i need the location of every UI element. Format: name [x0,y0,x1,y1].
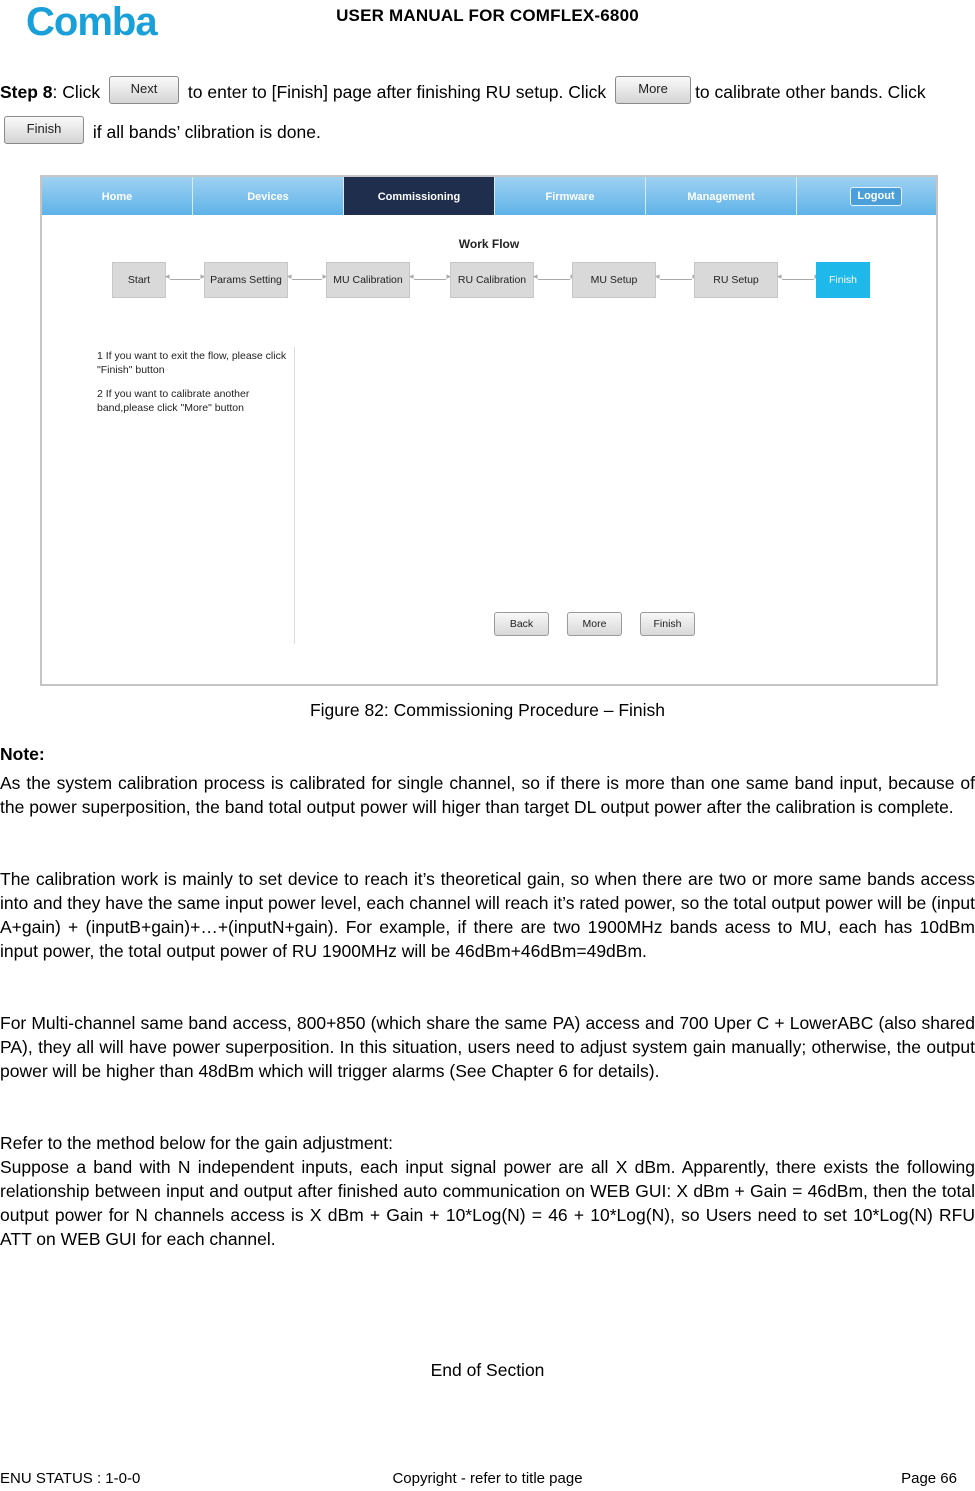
step-8-paragraph [0,72,975,152]
workflow-arrow [660,279,692,280]
tab-devices[interactable]: Devices [193,177,344,215]
note-heading-text: Note: [0,744,45,764]
instruction-note-2: 2 If you want to calibrate another band,please click "More" button [97,388,250,414]
workflow-step-finish[interactable]: Finish [816,262,870,298]
note-paragraph-2: The calibration work is mainly to set device to reach it’s theoretical gain, so when there are two or more same bands access into and they have the same input power level, each channel will reach it’s rated power, so the total output power will be (input A+gain) + (inputB+gain)+…+(inputN+gain). For example, if there are two 1900MHz bands acess to MU, each has 10dBm input power, the total output power of RU 1900MHz will be 46dBm+46dBm=49dBm. [0,869,975,961]
tab-commissioning[interactable]: Commissioning [344,177,495,215]
end-of-section: End of Section [430,1360,545,1380]
workflow-arrow [782,279,814,280]
workflow-step-ru-setup[interactable]: RU Setup [694,262,778,298]
step-text-3: to calibrate other bands. Click [695,82,926,102]
workflow-arrow [170,279,200,280]
workflow-title: Work Flow [458,237,520,251]
commissioning-finish-screenshot [40,175,938,686]
workflow-step-mu-setup[interactable]: MU Setup [572,262,656,298]
tab-firmware[interactable]: Firmware [495,177,646,215]
back-button[interactable]: Back [494,612,549,636]
panel-divider [294,347,295,644]
figure-caption: Figure 82: Commissioning Procedure – Finish [309,700,666,720]
tab-management[interactable]: Management [646,177,797,215]
next-button-image: Next [109,76,179,104]
workflow-step-start[interactable]: Start [112,262,166,298]
note-paragraph-1: As the system calibration process is calibrated for single channel, so if there is more than one same band input, because of the power superposition, the band total output power will higer than target DL output power after the calibration is complete. [0,773,975,817]
tab-home[interactable]: Home [42,177,193,215]
finish-button[interactable]: Finish [640,612,695,636]
more-button[interactable]: More [567,612,622,636]
note-paragraph-4a: Refer to the method below for the gain adjustment: [0,1133,394,1153]
workflow-arrow [538,279,570,280]
instruction-note-1: 1 If you want to exit the flow, please click "Finish" button [97,350,287,376]
step-text-1: : Click [52,82,101,102]
note-heading [0,742,975,766]
svg-text:Comba: Comba [26,2,157,42]
document-title: USER MANUAL FOR COMFLEX-6800 [336,6,639,25]
footer-page-number: Page 66 [901,1470,957,1487]
footer-copyright: Copyright - refer to title page [392,1470,583,1487]
footer-status: ENU STATUS : 1-0-0 [0,1470,141,1487]
step-text-4: if all bands’ clibration is done. [92,122,321,142]
more-button-image: More [615,76,691,104]
step-label: Step 8 [0,82,53,102]
workflow-step-params-setting[interactable]: Params Setting [204,262,288,298]
note-paragraph-3: For Multi-channel same band access, 800+850 (which share the same PA) access and 700 Uper C + LowerABC (also shared PA), they all will have power superposition. In this situation, users need to adjust system gain manually; otherwise, the output power will be higher than 48dBm which will trigger alarms (See Chapter 6 for details). [0,1013,975,1081]
note-paragraph-4b: Suppose a band with N independent inputs, each input signal power are all X dBm. Apparently, there exists the following relationship between input and output after finished auto communication on WEB GUI: X dBm + Gain = 46dBm, then the total output power for N channels access is X dBm + Gain + 10*Log(N) = 46 + 10*Log(N), so Users need to set 10*Log(N) RFU ATT on WEB GUI for each channel. [0,1157,975,1249]
workflow-arrow [292,279,322,280]
step-text-2: to enter to [Finish] page after finishing RU setup. Click [187,82,607,102]
workflow-arrow [414,279,446,280]
logout-button[interactable]: Logout [850,187,902,206]
workflow-step-mu-calibration[interactable]: MU Calibration [326,262,410,298]
workflow-step-ru-calibration[interactable]: RU Calibration [450,262,534,298]
finish-button-image: Finish [4,116,84,144]
top-nav [42,177,936,215]
